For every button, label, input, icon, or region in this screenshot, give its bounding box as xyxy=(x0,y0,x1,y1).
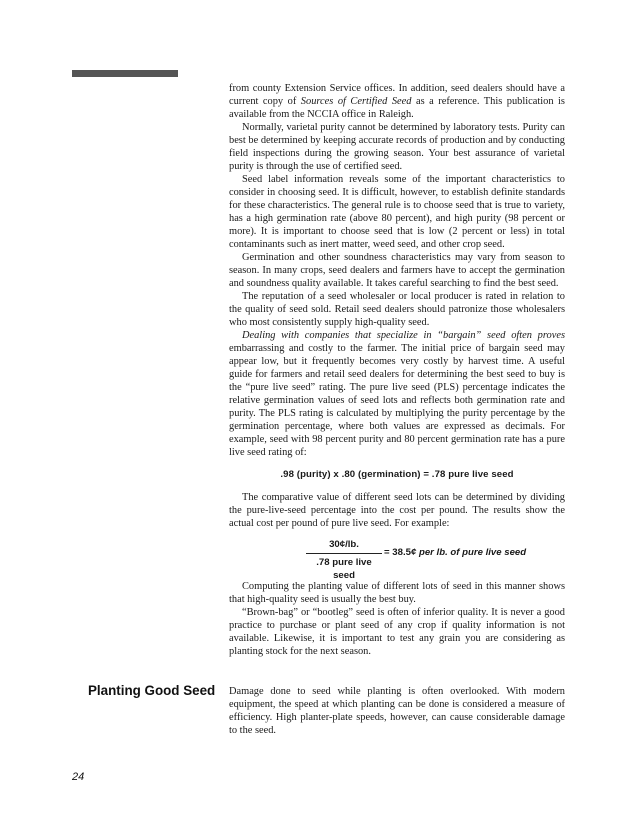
text-run: embarrassing and costly to the farmer. The initial price of bargain seed may appear low, but it frequently becomes very costly by harvest time. A useful guide for farmers and retail seed dealers for determining the best seed to buy is the “pure live seed” rating. The pure live seed (PLS) percentage indicates the relative germination values of seed lots and reflects both germination rate and purity. The PLS rating is calculated by multiplying the purity percentage by the germination percentage, where both values are expressed as decimals. For example, seed with 98 percent purity and 80 percent germination rate has a pure live seed rating of: xyxy=(229,343,565,458)
paragraph xyxy=(229,82,565,121)
paragraph: Normally, varietal purity cannot be determined by laboratory tests. Purity can best be determined by keeping accurate records of production and by conducting field inspections during the growing season. Your best assurance of varietal purity is through the use of certified seed. xyxy=(229,122,565,172)
italic-lead: Dealing with companies that specialize in “bargain” seed often proves xyxy=(242,330,565,341)
section-heading: Planting Good Seed xyxy=(88,683,216,698)
cost-fraction xyxy=(229,538,565,581)
text-run: as a reference. This publication is available from the NCCIA office in Raleigh. xyxy=(229,96,565,120)
section-body xyxy=(229,685,565,737)
paragraph: The reputation of a seed wholesaler or local producer is rated in relation to the quality of seed sold. Retail seed dealers should patronize those wholesalers who most consistently supply high-quality seed. xyxy=(229,291,565,328)
paragraph: Germination and other soundness characteristics may vary from season to season. In many crops, seed dealers and farmers have to accept the germination and soundness quality available. It takes careful searching to find the best seed. xyxy=(229,252,565,289)
paragraph: The comparative value of different seed lots can be determined by dividing the pure-live-seed percentage into the cost per pound. The results show the actual cost per pound of pure live seed. For example: xyxy=(229,492,565,529)
paragraph: Seed label information reveals some of the important characteristics to consider in choosing seed. It is difficult, however, to establish definite standards for these characteristics. The general rule is to choose seed that is true to variety, has a high germination rate (above 80 percent), and high purity (98 percent or more). It is important to choose seed that is low (2 percent or less) in total contaminants such as inert matter, weed seed, and other crop seed. xyxy=(229,174,565,250)
header-rule xyxy=(72,70,178,77)
pls-formula: .98 (purity) x .80 (germination) = .78 pure live seed xyxy=(280,469,514,480)
fraction xyxy=(306,538,382,582)
paragraph: Computing the planting value of different lots of seed in this manner shows that high-quality seed is usually the best buy. xyxy=(229,581,565,605)
paragraph: “Brown-bag” or “bootleg” seed is often of inferior quality. It is never a good practice to purchase or plant seed of any crop if quality information is not available. Likewise, it is important to test any grain you are considering as planting stock for the next season. xyxy=(229,607,565,657)
page-number: 24 xyxy=(72,771,85,783)
text-run: from county Extension Service offices. In addition, seed dealers should have a current copy of xyxy=(229,83,565,107)
result-value: = 38.5 xyxy=(384,547,411,558)
fraction-denominator: .78 pure live seed xyxy=(316,557,372,581)
result-unit: ¢ per lb. of pure live seed xyxy=(410,547,527,558)
paragraph xyxy=(229,329,565,459)
paragraph: Damage done to seed while planting is often overlooked. With modern equipment, the speed at which planting can be done is considered a measure of efficiency. High planter-plate speeds, however, can cause considerable damage to the seed. xyxy=(229,686,565,736)
main-text-column xyxy=(229,82,565,658)
publication-title: Sources of Certified Seed xyxy=(300,96,412,107)
fraction-result xyxy=(384,546,526,559)
fraction-numerator: 30¢/lb. xyxy=(306,538,382,554)
